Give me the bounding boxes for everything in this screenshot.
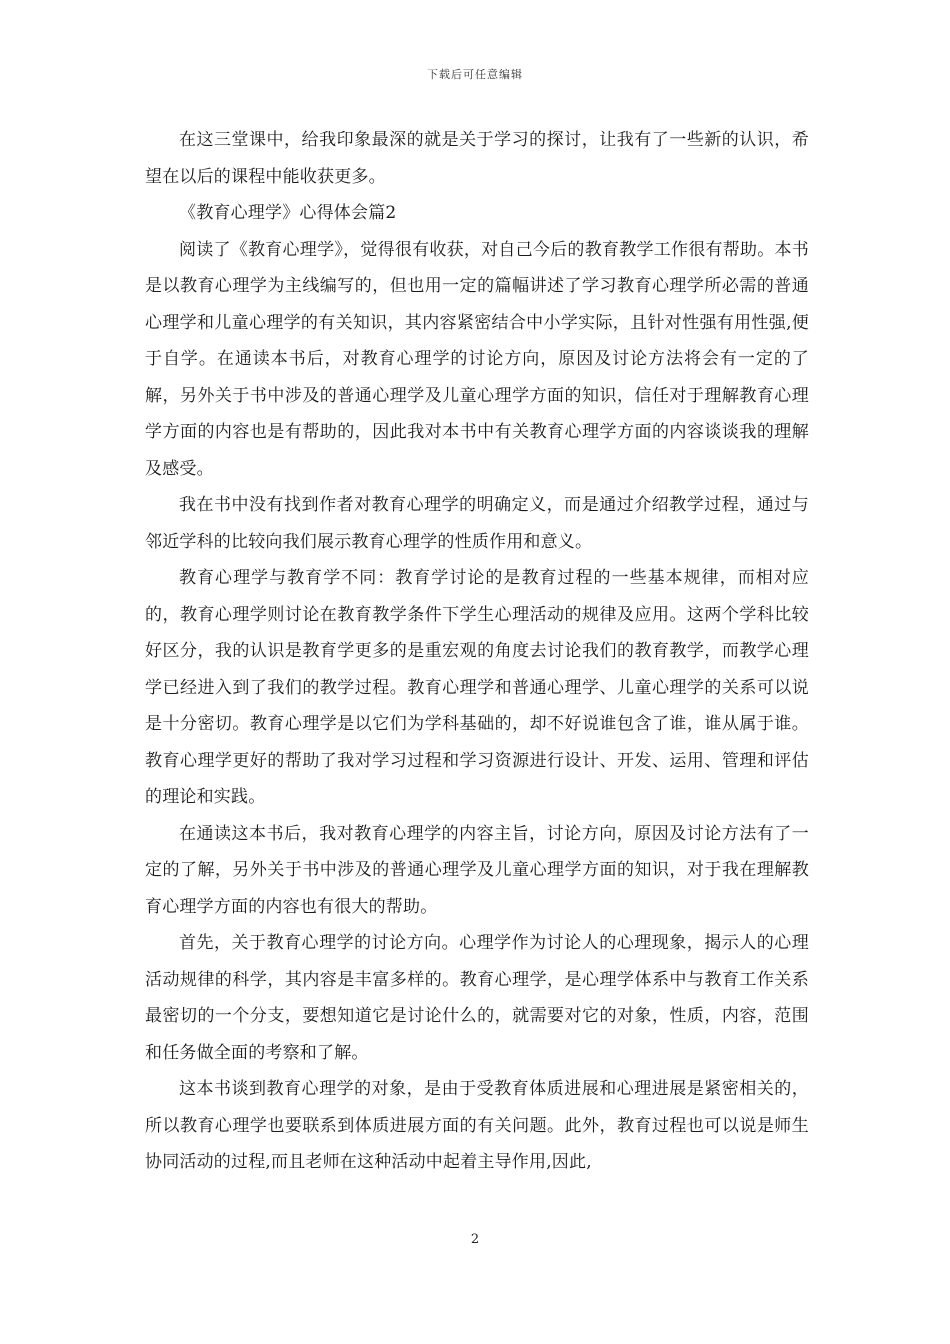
paragraph-2: 阅读了《教育心理学》，觉得很有收获，对自己今后的教育教学工作很有帮助。本书是以教育心理学为主线编写的，但也用一定的篇幅讲述了学习教育心理学所必需的普通心理学和儿童心理学的有关知识，其内容紧密结合中小学实际，且针对性强有用性强,便于自学。在通读本书后，对教育心理学的讨论方向，原因及讨论方法将会有一定的了解，另外关于书中涉及的普通心理学及儿童心理学方面的知识，信任对于理解教育心理学方面的内容也是有帮助的，因此我对本书中有关教育心理学方面的内容谈谈我的理解及感受。 [145,239,809,479]
section-heading: 《教育心理学》心得体会篇2 [179,203,397,223]
paragraph-4: 教育心理学与教育学不同：教育学讨论的是教育过程的一些基本规律，而相对应的，教育心理学则讨论在教育教学条件下学生心理活动的规律及应用。这两个学科比较好区分，我的认识是教育学更多的是重宏观的角度去讨论我们的教育教学，而教学心理学已经进入到了我们的教学过程。教育心理学和普通心理学、儿童心理学的关系可以说是十分密切。教育心理学是以它们为学科基础的，却不好说谁包含了谁，谁从属于谁。教育心理学更好的帮助了我对学习过程和学习资源进行设计、开发、运用、管理和评估的理论和实践。 [145,568,809,807]
paragraph-7: 这本书谈到教育心理学的对象，是由于受教育体质进展和心理进展是紧密相关的，所以教育心理学也要联系到体质进展方面的有关问题。此外，教育过程也可以说是师生协同活动的过程,而且老师在这种活动中起着主导作用,因此, [145,1079,809,1172]
page-number: 2 [470,1232,480,1247]
paragraph-3: 我在书中没有找到作者对教育心理学的明确定义，而是通过介绍教学过程，通过与邻近学科的比较向我们展示教育心理学的性质作用和意义。 [145,495,809,552]
paragraph-5: 在通读这本书后，我对教育心理学的内容主旨，讨论方向，原因及讨论方法有了一定的了解，另外关于书中涉及的普通心理学及儿童心理学方面的知识，对于我在理解教育心理学方面的内容也有很大的帮助。 [145,823,809,917]
paragraph-6: 首先，关于教育心理学的讨论方向。心理学作为讨论人的心理现象，揭示人的心理活动规律的科学，其内容是丰富多样的。教育心理学，是心理学体系中与教育工作关系最密切的一个分支，要想知道它是讨论什么的，就需要对它的对象，性质，内容，范围和任务做全面的考察和了解。 [145,933,809,1063]
paragraph-1: 在这三堂课中，给我印象最深的就是关于学习的探讨，让我有了一些新的认识，希望在以后的课程中能收获更多。 [145,130,809,187]
page-header: 下载后可任意编辑 [427,68,523,81]
document-body [145,122,809,1181]
